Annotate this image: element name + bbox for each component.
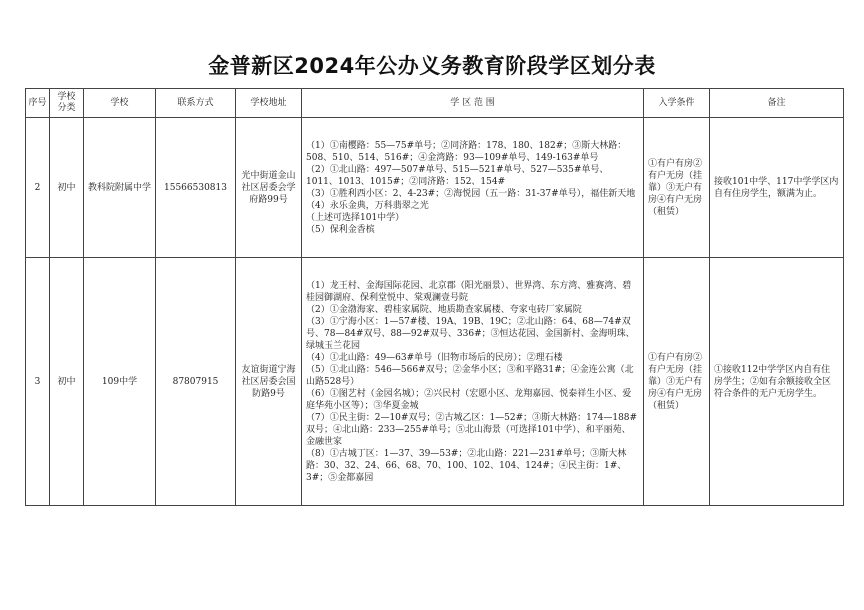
scope-line: （上述可选择101中学） <box>306 212 405 223</box>
scope-line: （4）①北山路：49—63#单号（旧物市场后的民房）；②理石楼 <box>306 352 563 363</box>
school-district-table <box>25 88 844 506</box>
header-school-type <box>50 89 84 118</box>
scope-line: （3）①宁海小区：1—57#楼、19A、19B、19C；②北山路：64、68—74#双号、78—84#双号、88—92#双号、336#；③恒达花园、金国新村、金海明珠、绿城玉兰花园 <box>306 316 635 351</box>
row-scope <box>302 118 644 258</box>
table-row <box>26 118 844 258</box>
scope-line: （1）①南樱路：55—75#单号；②同济路：178、180、182#；③斯大林路：508、510、514、516#；④金湾路：93—109#单号、149-163#单号 <box>306 140 627 163</box>
header-address: 学校地址 <box>236 89 302 118</box>
scope-line: （6）①图艺村（金园名城）；②兴民村（宏愿小区、龙翔嘉园、悦泰祥生小区、爱庭华苑小区等）；③华夏金城 <box>306 388 632 411</box>
document-title: 金普新区2024年公办义务教育阶段学区划分表 <box>208 54 656 78</box>
header-school-type-line1: 学校 <box>57 92 76 102</box>
row-school: 教科院附属中学 <box>84 118 156 258</box>
table-row <box>26 258 844 506</box>
row-contact: 15566530813 <box>156 118 236 258</box>
row-condition: ①有户有房②有户无房（挂靠）③无户有房④有户无房（租赁） <box>644 118 710 258</box>
row-address: 光中街道金山社区居委会学府路99号 <box>236 118 302 258</box>
scope-line: （3）①胜利西小区：2、4-23#；②海悦园（五一路：31-37#单号），福佳新天地 <box>306 188 636 199</box>
scope-line: （7）①民主街：2—10#双号；②古城乙区：1—52#；③斯大林路：174—188#双号；④北山路：233—255#单号；⑤北山海景（可选择101中学）、和平丽苑、金融世家 <box>306 412 638 447</box>
row-address: 友谊街道宁海社区居委会国防路9号 <box>236 258 302 506</box>
header-seq: 序号 <box>26 89 50 118</box>
scope-line: （2）①北山路：497—507#单号、515—521#单号、527—535#单号、1011、1013、1015#；②同济路：152、154# <box>306 164 609 187</box>
row-school-type: 初中 <box>50 118 84 258</box>
row-notes: ①接收112中学学区内自有住房学生；②如有余额接收全区符合条件的无户无房学生。 <box>710 258 844 506</box>
header-notes: 备注 <box>710 89 844 118</box>
scope-line: （8）①古城丁区：1—37、39—53#；②北山路：221—231#单号；③斯大林路：30、32、24、66、68、70、100、102、104、124#；④民主街：1#、3#；⑤金都嘉园 <box>306 448 627 483</box>
scope-line: （4）永乐金典，万科翡翠之光 <box>306 200 429 211</box>
header-row <box>26 89 844 118</box>
header-school: 学校 <box>84 89 156 118</box>
scope-line: （5）①北山路：546—566#双号；②金华小区；③和平路31#；④金连公寓（北山路528号） <box>306 364 634 387</box>
scope-line: （1）龙王村、金海国际花园、北京郡（阳光丽景）、世界湾、东方湾、雅赛湾、碧桂园御湖府、保利堂悦中、棠观澜壹号院 <box>306 280 632 303</box>
row-school: 109中学 <box>84 258 156 506</box>
scope-line: （2）①金渤海家、碧桂家属院、地质勘查家属楼、夸家屯砖厂家属院 <box>306 304 582 315</box>
row-seq: 3 <box>26 258 50 506</box>
row-notes: 接收101中学、117中学学区内自有住房学生，额满为止。 <box>710 118 844 258</box>
header-scope: 学 区 范 围 <box>302 89 644 118</box>
row-scope <box>302 258 644 506</box>
scope-line: （5）保利金香槟 <box>306 224 375 235</box>
row-school-type: 初中 <box>50 258 84 506</box>
row-contact: 87807915 <box>156 258 236 506</box>
header-contact: 联系方式 <box>156 89 236 118</box>
header-condition: 入学条件 <box>644 89 710 118</box>
row-seq: 2 <box>26 118 50 258</box>
header-school-type-line2: 分类 <box>57 103 76 113</box>
row-condition: ①有户有房②有户无房（挂靠）③无户有房④有户无房（租赁） <box>644 258 710 506</box>
